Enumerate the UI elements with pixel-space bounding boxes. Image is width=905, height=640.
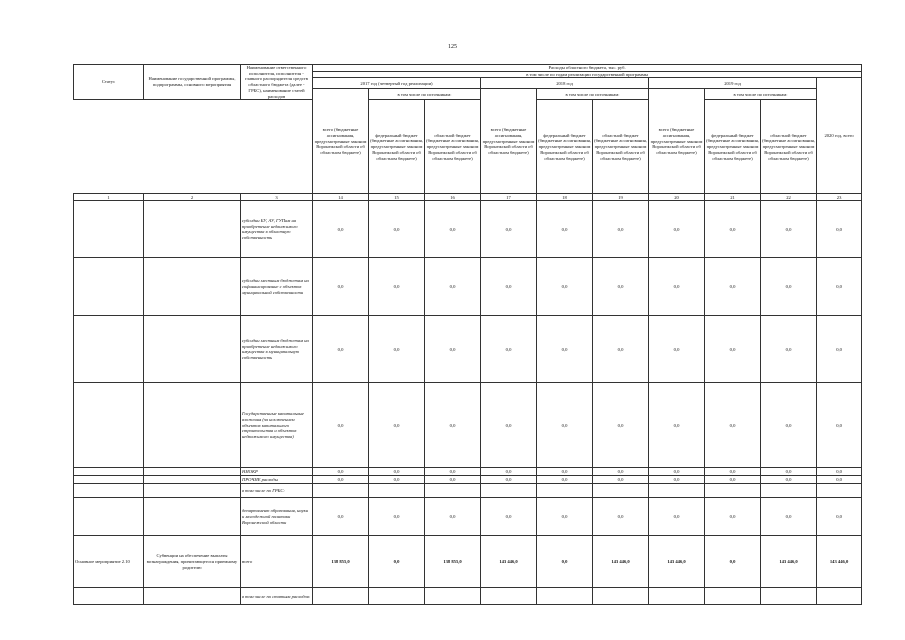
row-value [369,484,425,498]
column-number: 19 [593,194,649,201]
row-value: 0,0 [425,498,481,536]
row-value: 0,0 [649,201,705,258]
row-value: 0,0 [537,536,593,588]
row-program-name [144,484,241,498]
row-value: 0,0 [369,476,425,484]
row-value [593,484,649,498]
row-value: 0,0 [593,383,649,468]
header-2019-federal: федеральный бюджет (бюджетные ассигнования, предусмотренные законом Воронежской области об областном бюджете) [705,100,761,194]
row-value: 0,0 [313,258,369,316]
row-label: субсидии местным бюджетам на приобретение недвижимого имущества в муниципальную собственность [241,316,313,383]
row-value: 0,0 [761,201,817,258]
row-program-name [144,201,241,258]
row-value: 0,0 [425,468,481,476]
column-number: 21 [705,194,761,201]
table-row [74,476,862,484]
row-value: 0,0 [593,468,649,476]
row-status [74,383,144,468]
header-2018-federal: федеральный бюджет (бюджетные ассигнования, предусмотренные законом Воронежской области об областном бюджете) [537,100,593,194]
row-value: 0,0 [593,498,649,536]
row-value: 0,0 [817,201,862,258]
row-value: 0,0 [817,258,862,316]
row-value: 0,0 [313,201,369,258]
row-status [74,316,144,383]
row-value: 0,0 [481,316,537,383]
row-value: 0,0 [537,258,593,316]
row-value: 0,0 [761,468,817,476]
row-value: 0,0 [649,383,705,468]
row-value: 0,0 [817,498,862,536]
row-label: НИОКР [241,468,313,476]
header-2018-sources: в том числе по источникам: [537,89,649,100]
row-value: 0,0 [593,316,649,383]
row-value: 0,0 [481,258,537,316]
row-value: 143 446,0 [761,536,817,588]
table-row [74,201,862,258]
row-value: 0,0 [537,476,593,484]
row-value: 0,0 [817,316,862,383]
row-value: 143 446,0 [593,536,649,588]
column-number: 2 [144,194,241,201]
row-value: 0,0 [705,468,761,476]
column-number: 16 [425,194,481,201]
row-status [74,258,144,316]
row-value: 0,0 [593,476,649,484]
row-value: 0,0 [313,498,369,536]
row-value: 0,0 [313,476,369,484]
row-value: 143 446,0 [817,536,862,588]
header-2017-total: всего (бюджетные ассигнования, предусмотренные законом Воронежской области об областном бюджете) [313,89,369,194]
row-value: 0,0 [425,383,481,468]
row-value: 0,0 [705,476,761,484]
row-label: в том числе по ГРБС: [241,484,313,498]
row-value: 0,0 [425,258,481,316]
row-value: 0,0 [313,468,369,476]
row-value: 0,0 [481,201,537,258]
row-value: 0,0 [761,498,817,536]
row-value: 0,0 [593,258,649,316]
row-value: 0,0 [705,498,761,536]
row-value [649,484,705,498]
row-program-name [144,258,241,316]
header-2017-regional: областной бюджет (бюджетные ассигнования, предусмотренные законом Воронежской области об областном бюджете) [425,100,481,194]
header-2020-total: 2020 год, всего [817,78,862,194]
row-value: 0,0 [537,498,593,536]
table-body [74,201,862,605]
row-status [74,468,144,476]
row-value [537,588,593,605]
page-number: 125 [448,44,457,50]
row-value [817,588,862,605]
column-number: 17 [481,194,537,201]
header-executor: Наименование ответственного исполнителя, исполнителя - главного распорядителя средств областного бюджета (далее - ГРБС), наименование статей расходов [241,65,313,100]
row-value: 0,0 [649,468,705,476]
header-expenses-title: Расходы областного бюджета, тыс. руб. [313,65,862,72]
row-value [369,588,425,605]
row-value: 0,0 [537,468,593,476]
column-number: 23 [817,194,862,201]
table-row [74,498,862,536]
row-value [481,588,537,605]
row-value [705,484,761,498]
row-value: 0,0 [369,536,425,588]
row-value: 0,0 [817,383,862,468]
header-status: Статус [74,65,144,100]
row-value [761,484,817,498]
column-number: 20 [649,194,705,201]
row-program-name [144,316,241,383]
row-label: субсидии местным бюджетам на софинансирование с объектов муниципальной собственности [241,258,313,316]
row-status [74,476,144,484]
row-status [74,201,144,258]
row-value: 143 446,0 [649,536,705,588]
header-2018-regional: областной бюджет (бюджетные ассигнования, предусмотренные законом Воронежской области об областном бюджете) [593,100,649,194]
row-status [74,484,144,498]
header-years-caption: в том числе по годам реализации государственной программы [313,71,862,78]
row-label: субсидии БУ, АУ, ГУПам на приобретение недвижимого имущества в областную собственность [241,201,313,258]
row-value: 0,0 [705,383,761,468]
row-value: 0,0 [761,476,817,484]
table-row [74,588,862,605]
row-value: 0,0 [537,201,593,258]
row-status: Основное мероприятие 2.10 [74,536,144,588]
row-value [481,484,537,498]
header-year-2017: 2017 год (четвертый год реализации) [313,78,481,89]
row-value: 0,0 [705,201,761,258]
row-value [313,484,369,498]
header-2019-sources: в том числе по источникам: [705,89,817,100]
row-value: 0,0 [425,476,481,484]
row-value [537,484,593,498]
row-value [817,484,862,498]
row-value: 0,0 [481,498,537,536]
table-row [74,468,862,476]
row-program-name [144,588,241,605]
row-value: 143 446,0 [481,536,537,588]
row-value: 0,0 [369,383,425,468]
row-value: 0,0 [425,316,481,383]
row-status [74,498,144,536]
row-value [313,588,369,605]
row-value [425,484,481,498]
row-program-name [144,383,241,468]
row-value: 0,0 [425,201,481,258]
row-value: 0,0 [369,201,425,258]
header-program-name: Наименование государственной программы, подпрограммы, основного мероприятия [144,65,241,100]
column-number: 15 [369,194,425,201]
row-value: 0,0 [649,258,705,316]
header-year-2018: 2018 год [481,78,649,89]
header-2017-sources: в том числе по источникам: [369,89,481,100]
row-value: 0,0 [761,316,817,383]
row-value: 138 855,0 [313,536,369,588]
budget-table [73,64,862,605]
header-year-2019: 2019 год [649,78,817,89]
column-number: 1 [74,194,144,201]
table-row [74,536,862,588]
row-label: всего [241,536,313,588]
table-row [74,316,862,383]
row-value: 0,0 [313,316,369,383]
row-value: 0,0 [369,258,425,316]
row-label: ПРОЧИЕ расходы [241,476,313,484]
row-value: 0,0 [761,383,817,468]
header-2019-regional: областной бюджет (бюджетные ассигнования, предусмотренные законом Воронежской области об областном бюджете) [761,100,817,194]
row-value: 0,0 [537,316,593,383]
row-value: 0,0 [705,316,761,383]
row-value [593,588,649,605]
row-value: 0,0 [369,316,425,383]
header-2019-total: всего (бюджетные ассигнования, предусмотренные законом Воронежской области об областном бюджете) [649,89,705,194]
row-program-name: Субвенции на обеспечение выплаты вознаграждения, причитающегося приемному родителю [144,536,241,588]
row-value: 0,0 [761,258,817,316]
row-value: 0,0 [481,476,537,484]
row-value: 138 855,0 [425,536,481,588]
row-value: 0,0 [481,383,537,468]
row-value: 0,0 [649,498,705,536]
row-value: 0,0 [649,316,705,383]
row-value [425,588,481,605]
row-program-name [144,468,241,476]
row-value: 0,0 [817,476,862,484]
row-value: 0,0 [537,383,593,468]
row-value: 0,0 [481,468,537,476]
row-value: 0,0 [369,498,425,536]
row-value [649,588,705,605]
row-label: департамент образования, науки и молодежной политики Воронежской области [241,498,313,536]
column-number: 14 [313,194,369,201]
table-row [74,258,862,316]
row-value: 0,0 [705,258,761,316]
table-row [74,484,862,498]
row-value: 0,0 [313,383,369,468]
row-value: 0,0 [817,468,862,476]
row-value: 0,0 [705,536,761,588]
row-status [74,588,144,605]
column-numbers-row [74,194,862,201]
row-value: 0,0 [369,468,425,476]
header-2017-federal: федеральный бюджет (бюджетные ассигнования, предусмотренные законом Воронежской области об областном бюджете) [369,100,425,194]
row-program-name [144,498,241,536]
row-value: 0,0 [593,201,649,258]
column-number: 18 [537,194,593,201]
row-label: в том числе по статьям расходов: [241,588,313,605]
row-value: 0,0 [649,476,705,484]
row-label: Государственные капитальные вложения (за исключением объектов капитального строительства и объектов недвижимого имущества) [241,383,313,468]
row-program-name [144,476,241,484]
table-row [74,383,862,468]
column-number: 22 [761,194,817,201]
row-value [761,588,817,605]
header-2018-total: всего (бюджетные ассигнования, предусмотренные законом Воронежской области об областном бюджете) [481,89,537,194]
row-value [705,588,761,605]
column-number: 3 [241,194,313,201]
